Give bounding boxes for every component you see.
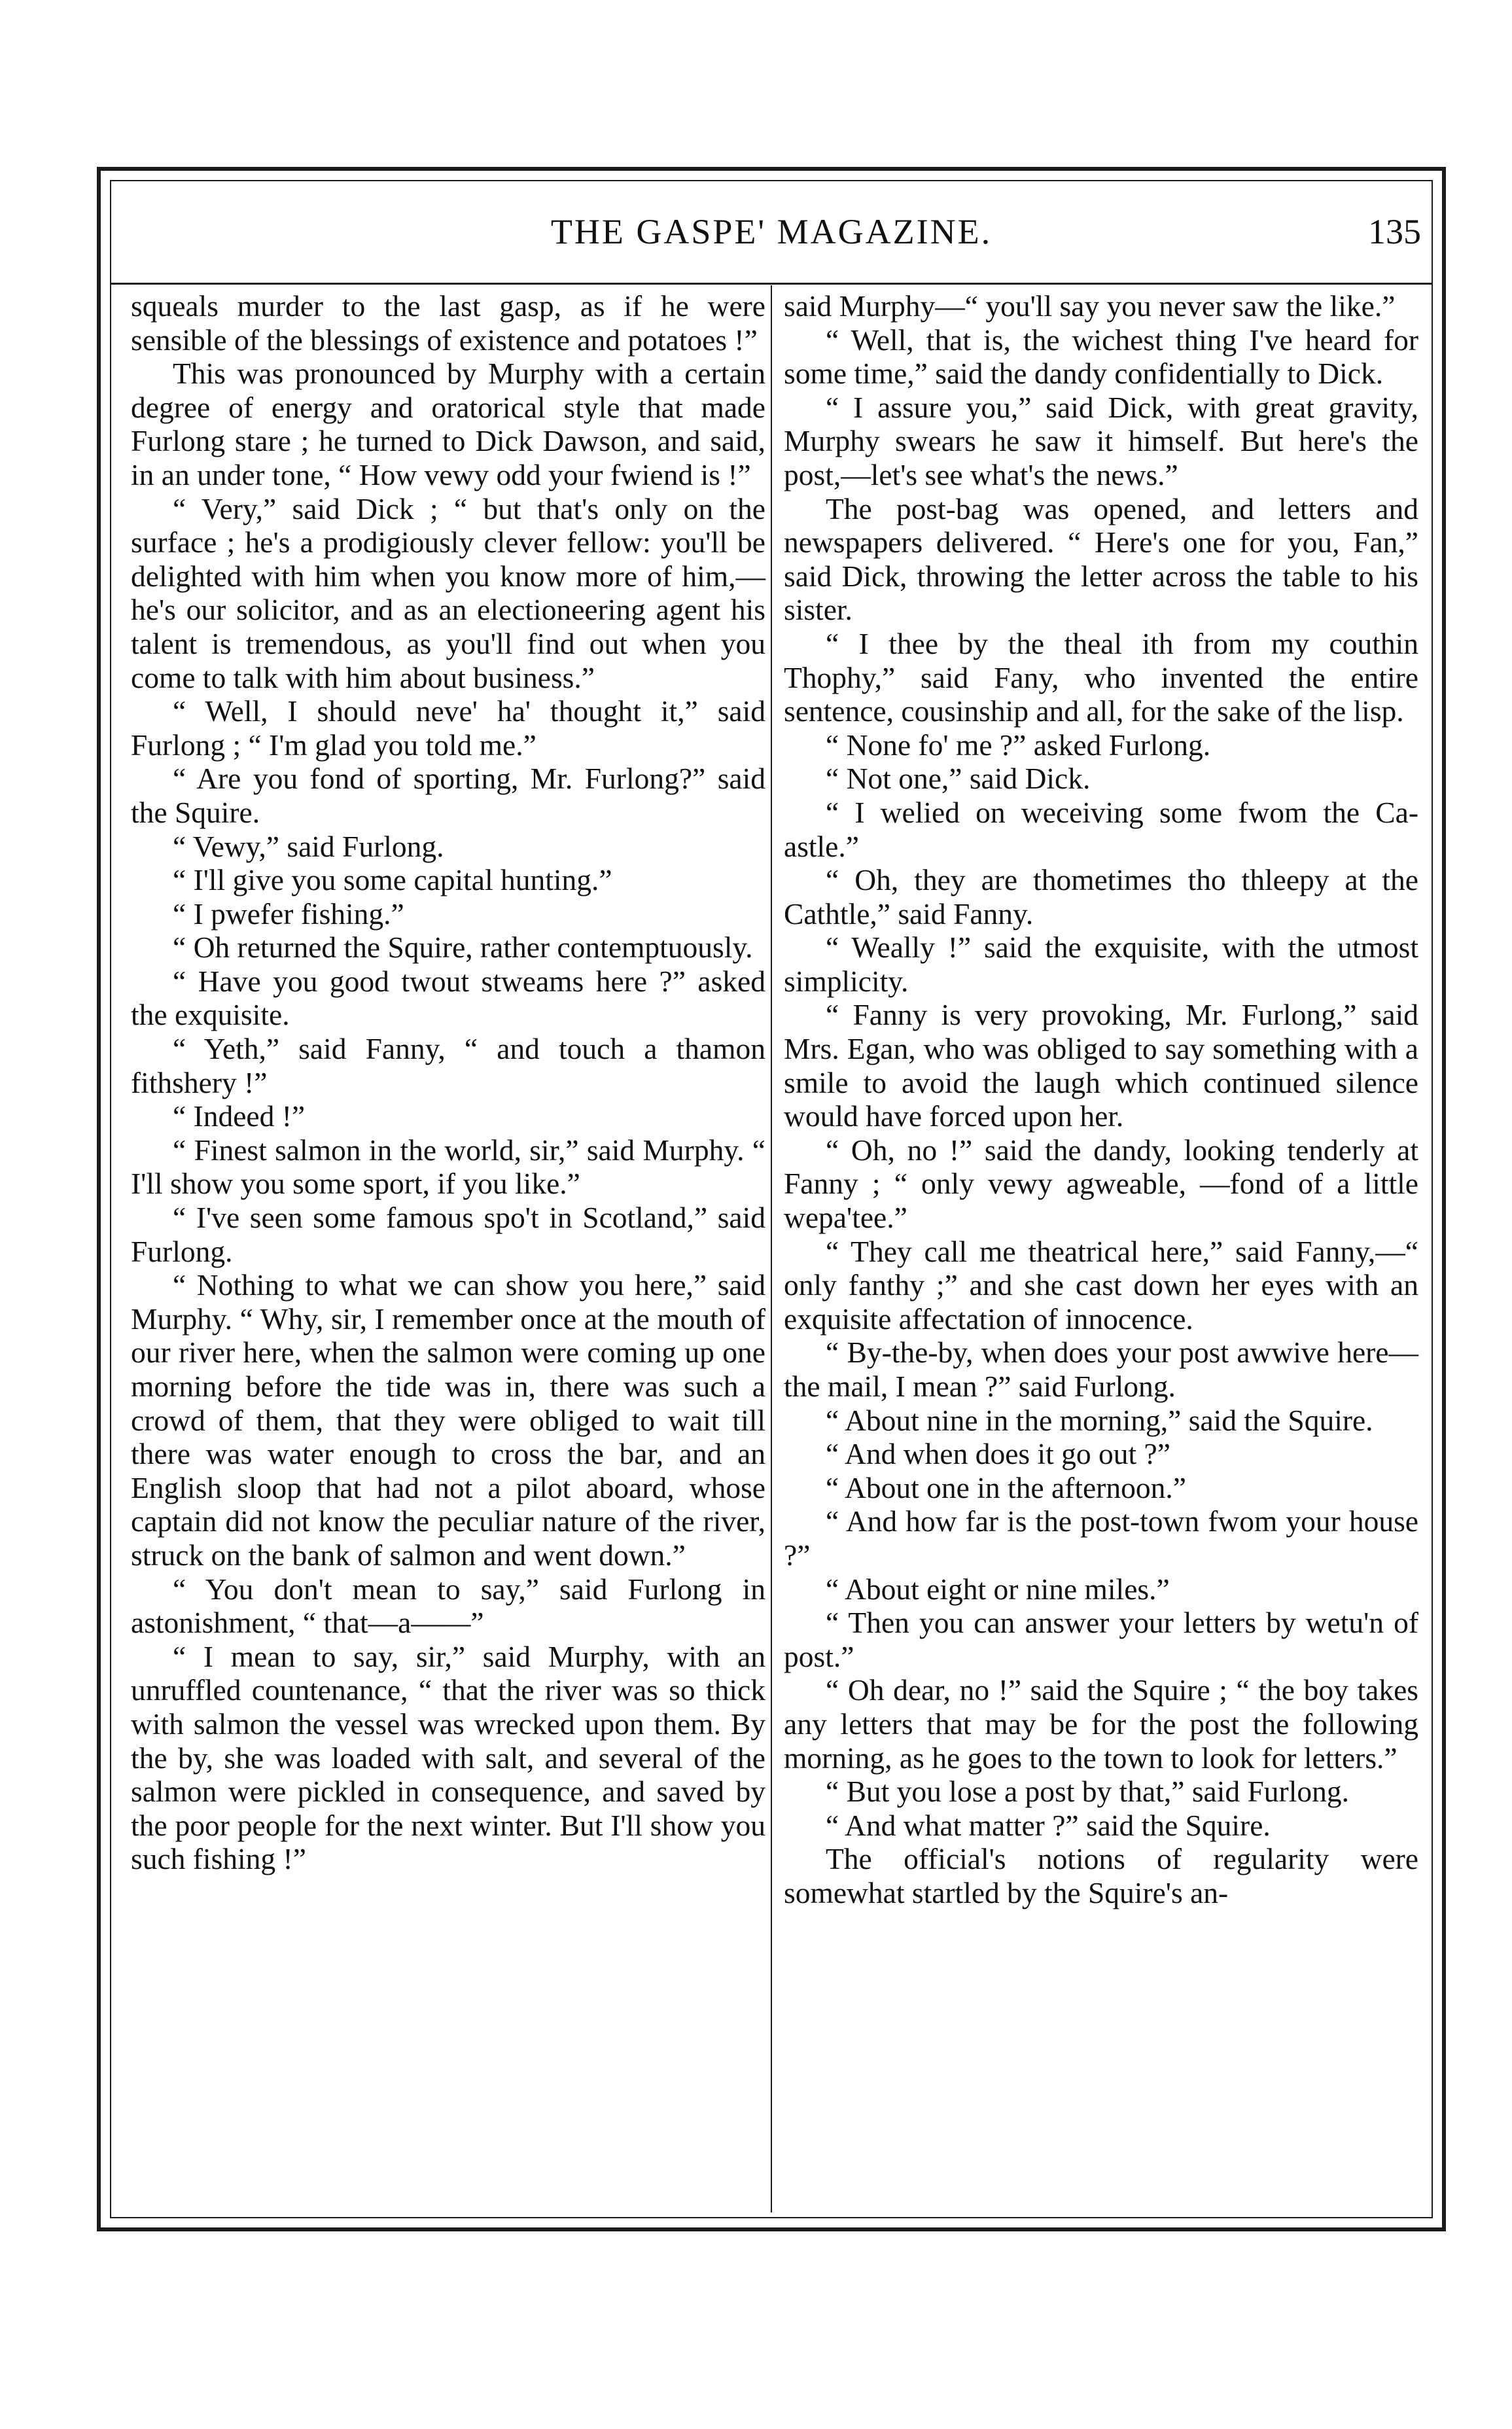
- paragraph: said Murphy—“ you'll say you never saw the like.”: [784, 289, 1396, 323]
- paragraph: “ Have you good twout stweams here ?” asked the exquisite.: [131, 964, 765, 1032]
- magazine-title: THE GASPE' MAGAZINE.: [550, 212, 993, 251]
- paragraph: “ I thee by the theal ith from my couthin Thophy,” said Fany, who invented the entire sentence, cousinship and all, for the sake of the lisp.: [784, 626, 1418, 728]
- paragraph: “ None fo' me ?” asked Furlong.: [826, 728, 1211, 762]
- paragraph: “ Weally !” said the exquisite, with the utmost simplicity.: [784, 931, 1418, 998]
- paragraph: “ Then you can answer your letters by wetu'n of post.”: [784, 1606, 1418, 1673]
- paragraph: “ I pwefer fishing.”: [173, 896, 404, 931]
- paragraph: “ Oh, no !” said the dandy, looking tenderly at Fanny ; “ only vewy agweable, —fond of a little wepa'tee.”: [784, 1133, 1418, 1235]
- paragraph: “ Well, that is, the wichest thing I've heard for some time,” said the dandy confidentially to Dick.: [784, 323, 1418, 391]
- paragraph: “ Yeth,” said Fanny, “ and touch a thamon fithshery !”: [131, 1032, 765, 1099]
- paragraph: “ Nothing to what we can show you here,” said Murphy. “ Why, sir, I remember once at the mouth of our river here, when the salmon were coming up one morning before the tide was in, there was such a crowd of them, that they were obliged to wait till there was water enough to cross the bar, and an English sloop that had not a pilot aboard, whose captain did not know the peculiar nature of the river, struck on the bank of salmon and went down.”: [131, 1268, 765, 1572]
- paragraph: “ Oh, they are thometimes tho thleepy at the Cathtle,” said Fanny.: [784, 863, 1418, 931]
- paragraph: “ I welied on weceiving some fwom the Ca-astle.”: [784, 795, 1418, 863]
- paragraph: The post-bag was opened, and letters and newspapers delivered. “ Here's one for you, Fan,” said Dick, throwing the letter across the table to his sister.: [784, 491, 1418, 627]
- paragraph: “ Are you fond of sporting, Mr. Furlong?” said the Squire.: [131, 762, 765, 829]
- paragraph: “ I assure you,” said Dick, with great gravity, Murphy swears he saw it himself. But here's the post,—let's see what's the news.”: [784, 390, 1418, 491]
- paragraph: “ Not one,” said Dick.: [826, 762, 1091, 796]
- paragraph: “ And how far is the post-town fwom your house ?”: [784, 1504, 1418, 1572]
- paragraph: “ They call me theatrical here,” said Fanny,—“ only fanthy ;” and she cast down her eyes with an exquisite affectation of innocence.: [784, 1234, 1418, 1336]
- paragraph: “ About one in the afternoon.”: [826, 1470, 1186, 1504]
- paragraph: The official's notions of regularity were somewhat startled by the Squire's an-: [784, 1842, 1418, 1909]
- footer-divider: [110, 2217, 1433, 2218]
- paragraph: “ About nine in the morning,” said the Squire.: [826, 1403, 1373, 1437]
- paragraph: “ Fanny is very provoking, Mr. Furlong,” said Mrs. Egan, who was obliged to say something with a smile to avoid the laugh which continued silence would have forced upon her.: [784, 998, 1418, 1133]
- paragraph: “ About eight or nine miles.”: [826, 1572, 1170, 1606]
- paragraph: “ I mean to say, sir,” said Murphy, with an unruffled countenance, “ that the river was so thick with salmon the vessel was wrecked upon them. By the by, she was loaded with salt, and several of the salmon were pickled in consequence, and saved by the poor people for the next winter. But I'll show you such fishing !”: [131, 1639, 765, 1876]
- header-divider: [110, 283, 1433, 285]
- column-divider: [771, 285, 772, 2212]
- paragraph: “ By-the-by, when does your post awwive here—the mail, I mean ?” said Furlong.: [784, 1336, 1418, 1403]
- paragraph: “ Finest salmon in the world, sir,” said Murphy. “ I'll show you some sport, if you like.”: [131, 1133, 765, 1201]
- left-column: [131, 289, 765, 1876]
- right-column: [784, 289, 1418, 1910]
- paragraph: “ I've seen some famous spo't in Scotland,” said Furlong.: [131, 1201, 765, 1268]
- paragraph: This was pronounced by Murphy with a certain degree of energy and oratorical style that made Furlong stare ; he turned to Dick Dawson, and said, in an under tone, “ How vewy odd your fwiend is !”: [131, 357, 765, 491]
- paragraph: “ Oh dear, no !” said the Squire ; “ the boy takes any letters that may be for the post the following morning, as he goes to the town to look for letters.”: [784, 1673, 1418, 1775]
- paragraph: “ Well, I should neve' ha' thought it,” said Furlong ; “ I'm glad you told me.”: [131, 694, 765, 762]
- paragraph: squeals murder to the last gasp, as if he were sensible of the blessings of existence and potatoes !”: [131, 289, 765, 357]
- running-header: [110, 180, 1433, 278]
- paragraph: “ You don't mean to say,” said Furlong in astonishment, “ that—a——”: [131, 1572, 765, 1640]
- paragraph: “ Indeed !”: [173, 1099, 306, 1133]
- paragraph: “ Vewy,” said Furlong.: [173, 829, 444, 863]
- paragraph: “ But you lose a post by that,” said Furlong.: [826, 1775, 1349, 1809]
- paragraph: “ And what matter ?” said the Squire.: [826, 1808, 1271, 1842]
- paragraph: “ I'll give you some capital hunting.”: [173, 863, 612, 897]
- paragraph: “ Oh returned the Squire, rather contemptuously.: [173, 931, 753, 965]
- page-number: 135: [1368, 212, 1421, 251]
- paragraph: “ Very,” said Dick ; “ but that's only on the surface ; he's a prodigiously clever fellow: you'll be delighted with him when you know more of him,—he's our solicitor, and as an electioneering agent his talent is tremendous, as you'll find out when you come to talk with him about business.”: [131, 491, 765, 694]
- paragraph: “ And when does it go out ?”: [826, 1437, 1170, 1471]
